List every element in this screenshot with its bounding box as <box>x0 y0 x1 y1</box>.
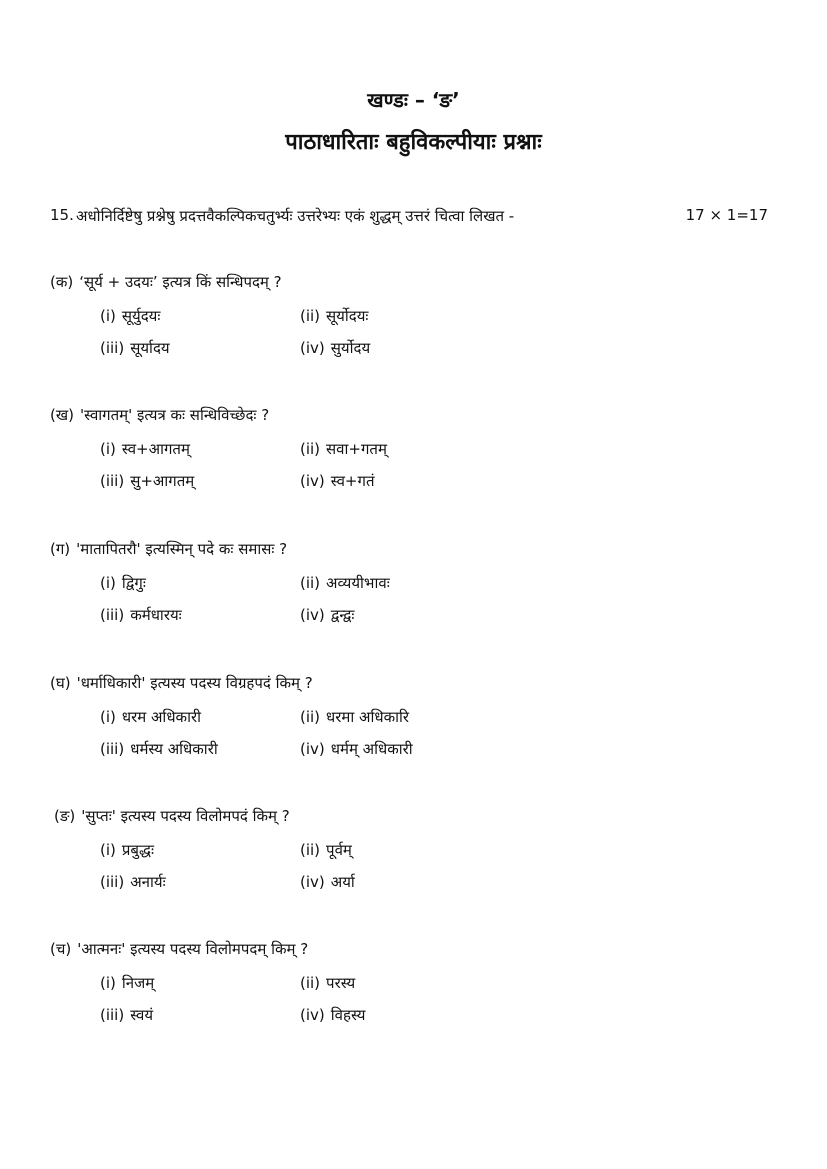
option-text: स्व+गतं <box>330 472 375 490</box>
option-number: (i) <box>100 307 116 325</box>
option-iii <box>100 338 170 358</box>
option-number: (i) <box>100 708 116 726</box>
option-number: (iii) <box>100 740 125 758</box>
option-text: सवा+गतम् <box>326 440 387 458</box>
section-subtitle: पाठाधारिताः बहुविकल्पीयाः प्रश्नाः <box>285 130 542 155</box>
option-text: पूर्वम् <box>326 841 352 859</box>
option-text: सूर्युदयः <box>121 307 161 325</box>
instruction-text: अधोनिर्दिष्टेषु प्रश्नेषु प्रदत्तवैकल्पिकचतुर्भ्यः उत्तरेभ्यः एकं शुद्धम् उत्तरं चित्वा लिखत - <box>76 207 515 225</box>
option-number: (ii) <box>300 574 321 592</box>
option-number: (ii) <box>300 708 321 726</box>
option-text: अर्या <box>330 873 355 891</box>
option-iii <box>100 872 166 892</box>
question-label: (घ) <box>50 674 71 692</box>
option-iii <box>100 1005 153 1025</box>
option-number: (i) <box>100 974 116 992</box>
question-text: 'धर्माधिकारी' इत्यस्य पदस्य विग्रहपदं किम् ? <box>76 674 313 692</box>
option-text: स्व+आगतम् <box>121 440 190 458</box>
question-number: 15. <box>50 206 74 224</box>
option-iv <box>300 872 355 892</box>
option-i <box>100 573 146 593</box>
option-number: (iii) <box>100 1006 125 1024</box>
option-ii <box>300 707 409 727</box>
option-text: द्विगुः <box>121 574 146 592</box>
option-iv <box>300 605 354 625</box>
option-text: धर्मस्य अधिकारी <box>130 740 218 758</box>
option-iii <box>100 605 182 625</box>
option-number: (iv) <box>300 740 325 758</box>
question-label: (क) <box>50 273 74 291</box>
option-number: (iv) <box>300 472 325 490</box>
question-stem <box>50 539 287 559</box>
question-label: (च) <box>50 940 72 958</box>
option-iii <box>100 739 218 759</box>
section-title: खण्डः – ‘ङ’ <box>367 88 460 112</box>
option-text: स्वयं <box>130 1006 154 1024</box>
option-text: विहस्य <box>330 1006 366 1024</box>
option-number: (iii) <box>100 606 125 624</box>
option-i <box>100 973 154 993</box>
option-ii <box>300 439 387 459</box>
option-iv <box>300 739 413 759</box>
option-number: (ii) <box>300 841 321 859</box>
option-text: द्वन्द्वः <box>330 606 355 624</box>
option-i <box>100 306 160 326</box>
option-i <box>100 707 201 727</box>
marks-allocation: 17 × 1=17 <box>685 206 768 224</box>
option-number: (iii) <box>100 472 125 490</box>
question-instruction <box>50 206 770 230</box>
option-i <box>100 840 154 860</box>
option-number: (iv) <box>300 1006 325 1024</box>
option-text: प्रबुद्धः <box>121 841 154 859</box>
question-text: ‘सूर्य + उदयः’ इत्यत्र किं सन्धिपदम् ? <box>79 273 282 291</box>
question-label: (ख) <box>50 406 74 424</box>
question-text: 'स्वागतम्' इत्यत्र कः सन्धिविच्छेदः ? <box>79 406 270 424</box>
option-number: (iv) <box>300 873 325 891</box>
question-text: 'मातापितरौ' इत्यस्मिन् पदे कः समासः ? <box>76 540 288 558</box>
question-label: (ङ) <box>54 807 76 825</box>
option-number: (iv) <box>300 606 325 624</box>
option-text: सु+आगतम् <box>130 472 195 490</box>
option-number: (iii) <box>100 339 125 357</box>
question-stem <box>50 939 308 959</box>
option-number: (ii) <box>300 974 321 992</box>
option-number: (i) <box>100 440 116 458</box>
option-text: अव्ययीभावः <box>326 574 390 592</box>
option-ii <box>300 306 368 326</box>
option-iv <box>300 471 375 491</box>
option-number: (i) <box>100 841 116 859</box>
option-ii <box>300 973 355 993</box>
question-stem <box>54 806 290 826</box>
option-number: (ii) <box>300 307 321 325</box>
question-text: 'आत्मनः' इत्यस्य पदस्य विलोमपदम् किम् ? <box>77 940 309 958</box>
option-iv <box>300 338 370 358</box>
question-text: 'सुप्तः' इत्यस्य पदस्य विलोमपदं किम् ? <box>81 807 290 825</box>
option-iii <box>100 471 194 491</box>
option-number: (iii) <box>100 873 125 891</box>
option-ii <box>300 573 390 593</box>
option-text: निजम् <box>121 974 155 992</box>
question-stem <box>50 272 282 292</box>
question-stem <box>50 405 269 425</box>
option-text: धर्मम् अधिकारी <box>330 740 413 758</box>
option-text: धरम अधिकारी <box>121 708 201 726</box>
option-text: सूर्योदयः <box>326 307 369 325</box>
option-iv <box>300 1005 365 1025</box>
option-number: (i) <box>100 574 116 592</box>
option-number: (ii) <box>300 440 321 458</box>
option-text: सुर्योदय <box>330 339 371 357</box>
option-text: सूर्यादय <box>130 339 170 357</box>
option-i <box>100 439 190 459</box>
option-text: परस्य <box>326 974 356 992</box>
question-label: (ग) <box>50 540 71 558</box>
option-ii <box>300 840 352 860</box>
option-number: (iv) <box>300 339 325 357</box>
question-stem <box>50 673 313 693</box>
option-text: कर्मधारयः <box>130 606 182 624</box>
option-text: धरमा अधिकारि <box>326 708 410 726</box>
option-text: अनार्यः <box>130 873 166 891</box>
